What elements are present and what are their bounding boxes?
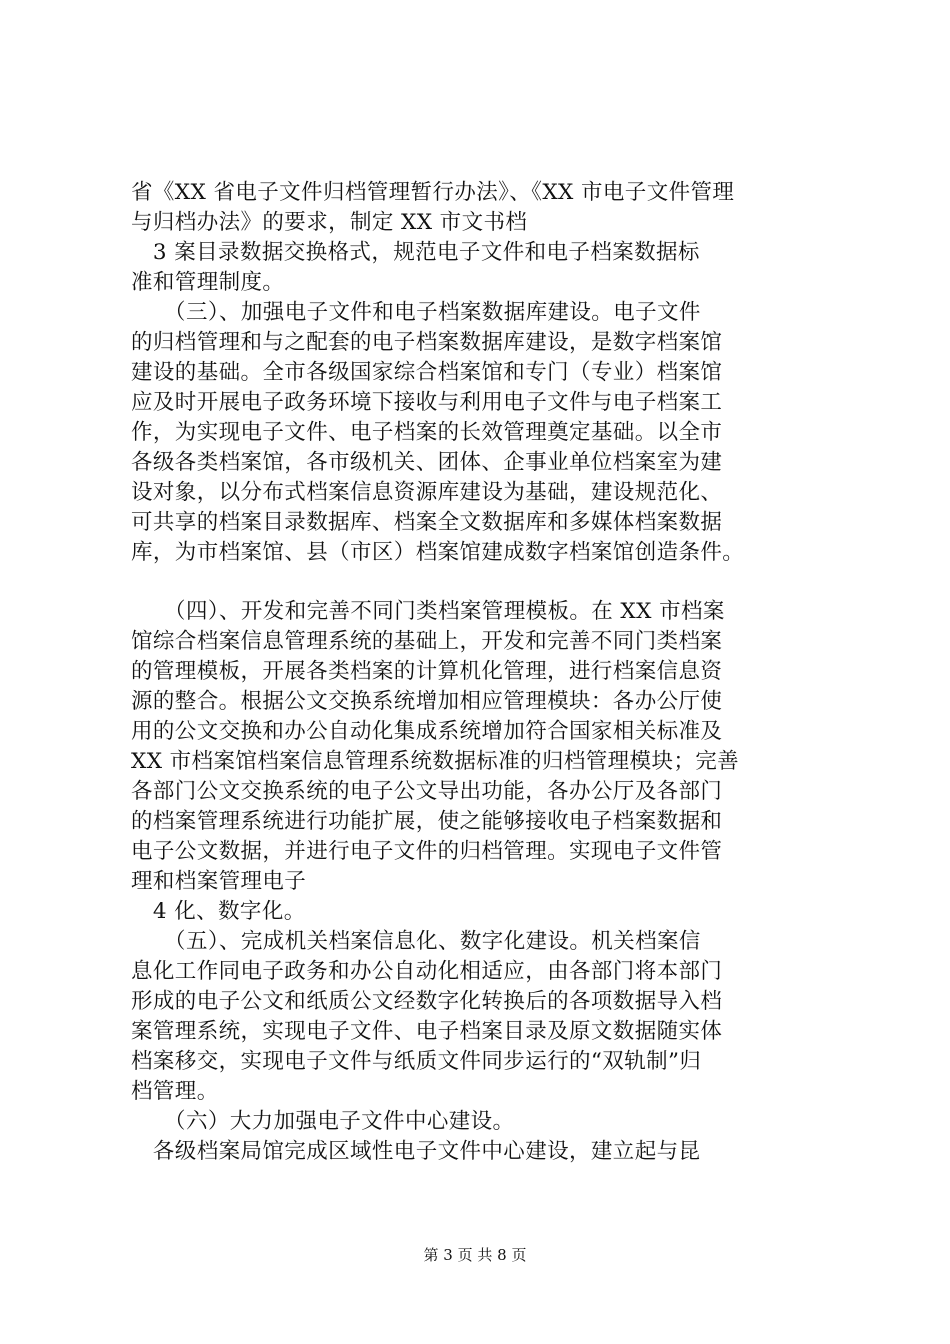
body-line-6: 的归档管理和与之配套的电子档案数据库建设，是数字档案馆 — [131, 330, 723, 355]
body-line-18: 用的公文交换和办公自动化集成系统增加符合国家相关标准及 — [131, 719, 723, 744]
body-line-28: 案管理系统，实现电子文件、电子档案目录及原文数据随实体 — [131, 1019, 723, 1044]
body-line-16: 的管理模板，开展各类档案的计算机化管理，进行档案信息资 — [131, 659, 723, 684]
body-line-10: 各级各类档案馆，各市级机关、团体、企事业单位档案室为建 — [131, 450, 723, 475]
body-line-31: （六）大力加强电子文件中心建设。 — [131, 1109, 515, 1134]
body-line-2: 与归档办法》的要求，制定 XX 市文书档 — [131, 210, 528, 235]
body-line-5: （三）、加强电子文件和电子档案数据库建设。电子文件 — [131, 300, 701, 325]
body-line-24: 4 化、数字化。 — [131, 899, 306, 924]
body-line-32: 各级档案局馆完成区域性电子文件中心建设，建立起与昆 — [131, 1139, 701, 1164]
page-number-footer: 第 3 页 共 8 页 — [423, 1246, 527, 1264]
body-line-13: 库，为市档案馆、县（市区）档案馆建成数字档案馆创造条件。 — [131, 540, 745, 565]
body-line-25: （五）、完成机关档案信息化、数字化建设。机关档案信 — [131, 929, 701, 954]
body-line-9: 作，为实现电子文件、电子档案的长效管理奠定基础。以全市 — [131, 420, 723, 445]
body-line-7: 建设的基础。全市各级国家综合档案馆和专门（专业）档案馆 — [131, 360, 723, 385]
body-line-23: 理和档案管理电子 — [131, 869, 307, 894]
body-line-11: 设对象，以分布式档案信息资源库建设为基础，建设规范化、 — [131, 480, 723, 505]
body-line-14: （四）、开发和完善不同门类档案管理模板。在 XX 市档案 — [131, 599, 725, 624]
body-line-27: 形成的电子公文和纸质公文经数字化转换后的各项数据导入档 — [131, 989, 723, 1014]
body-line-29: 档案移交，实现电子文件与纸质文件同步运行的“双轨制”归 — [131, 1049, 702, 1074]
body-line-12: 可共享的档案目录数据库、档案全文数据库和多媒体档案数据 — [131, 510, 723, 535]
body-line-15: 馆综合档案信息管理系统的基础上，开发和完善不同门类档案 — [131, 629, 723, 654]
body-line-8: 应及时开展电子政务环境下接收与利用电子文件与电子档案工 — [131, 390, 723, 415]
body-line-1: 省《XX 省电子文件归档管理暂行办法》、《XX 市电子文件管理 — [131, 180, 735, 205]
body-line-26: 息化工作同电子政务和办公自动化相适应，由各部门将本部门 — [131, 959, 723, 984]
body-line-30: 档管理。 — [131, 1079, 219, 1104]
body-line-17: 源的整合。根据公文交换系统增加相应管理模块：各办公厅使 — [131, 689, 723, 714]
body-line-20: 各部门公文交换系统的电子公文导出功能，各办公厅及各部门 — [131, 779, 723, 804]
body-line-3: 3 案目录数据交换格式，规范电子文件和电子档案数据标 — [131, 240, 700, 265]
body-line-4: 准和管理制度。 — [131, 270, 285, 295]
body-line-21: 的档案管理系统进行功能扩展，使之能够接收电子档案数据和 — [131, 809, 723, 834]
body-line-22: 电子公文数据，并进行电子文件的归档管理。实现电子文件管 — [131, 839, 723, 864]
body-line-19: XX 市档案馆档案信息管理系统数据标准的归档管理模块；完善 — [131, 749, 740, 774]
